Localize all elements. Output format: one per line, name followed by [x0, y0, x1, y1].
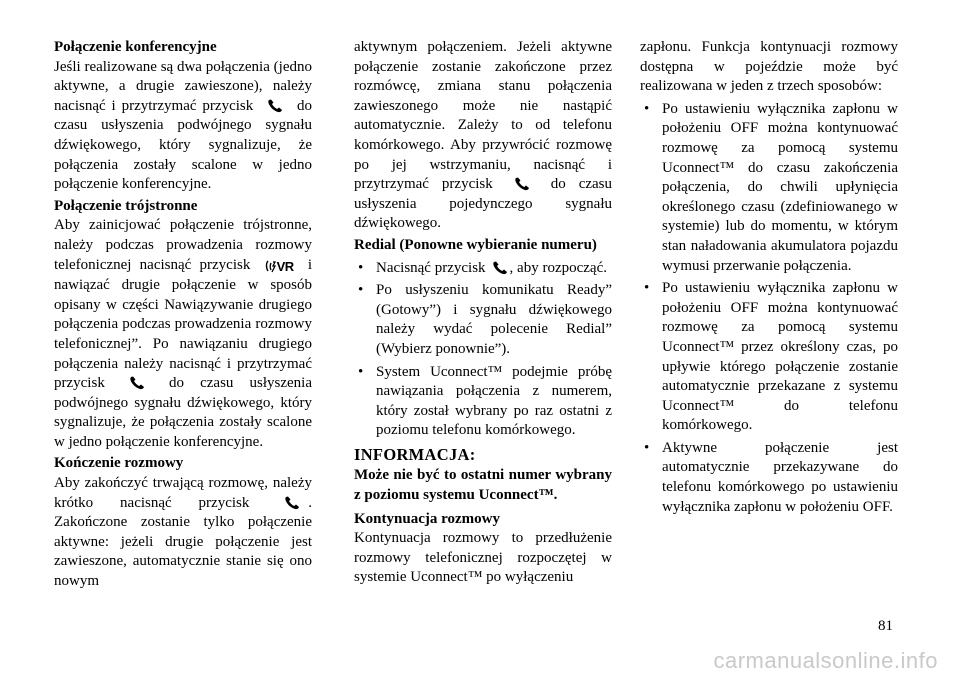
voice-recognition-label: VR	[276, 258, 294, 274]
heading-information: INFORMACJA:	[354, 444, 476, 464]
list-item: • Aktywne połączenie jest automatycznie przekazywane do telefonu komórkowego po ustawieniu wyłącznika zapłonu w położeniu OFF.	[640, 439, 898, 517]
list-item	[354, 259, 612, 279]
text-conference-b: do czasu usłyszenia podwójnego sygnału dźwiękowego, który sygnalizuje, że połączenia zostały scalone w jedno połączenie konferencyjne.	[54, 97, 313, 193]
heading-redial: Redial (Ponowne wybieranie numeru)	[354, 236, 597, 253]
text-continuation: Kontynuacja rozmowy to przedłużenie rozmowy telefonicznej rozpoczętej w systemie Uconnect™ po wyłączeniu	[354, 530, 612, 586]
section-call-continuation	[354, 510, 612, 588]
page-number: 81	[878, 618, 893, 634]
heading-ending-call: Kończenie rozmowy	[54, 455, 184, 472]
list-item: • System Uconnect™ podejmie próbę nawiązania połączenia z numerem, który został wybrany po raz ostatni z poziomu telefonu komórkowego.	[354, 363, 612, 441]
text-conference-a: Jeśli realizowane są dwa połączenia (jedno aktywne, a drugie zawieszone), należy nacisnąć i przytrzymać przycisk	[54, 58, 312, 114]
phone-handset-icon	[267, 99, 283, 113]
text-active-a: aktywnym połączeniem. Jeżeli aktywne połączenie zostanie zakończone przez rozmówcę, zmiana stanu połączenia zawieszonego może nie nastąpić automatycznie. Zależy to od telefonu komórkowego. Aby przywrócić rozmowę po jej wstrzymaniu, nacisnąć i przytrzymać przycisk	[354, 39, 612, 193]
text-active-b: do czasu usłyszenia pojedynczego sygnału dźwiękowego.	[354, 176, 613, 232]
text-ending-b: . Zakończone zostanie tylko połączenie aktywne: jeżeli drugie połączenie jest zawieszone, automatycznie stanie się ono nowym	[54, 494, 312, 590]
list-item: • Po ustawieniu wyłącznika zapłonu w położeniu OFF można kontynuować rozmowę za pomocą systemu Uconnect™ do czasu zakończenia połączenia, do chwili upłynięcia określonego czasu (zdefiniowanego w systemie) lub do momentu, w którym stan naładowania akumulatora pojazdu wymusi przerwanie połączenia.	[640, 100, 898, 276]
heading-conference-call: Połączenie konferencyjne	[54, 39, 217, 55]
watermark: carmanualsonline.info	[713, 648, 938, 673]
section-redial	[354, 236, 612, 256]
text-three-way-c: do czasu usłyszenia podwójnego sygnału dźwiękowego, który sygnalizuje, że połączenia zostały scalone w jedno połączenie konferencyjne.	[54, 375, 312, 450]
phone-handset-icon	[514, 177, 530, 191]
phone-handset-icon	[284, 496, 300, 510]
column-3	[640, 38, 898, 517]
paragraph-active-call	[354, 38, 612, 234]
continuation-list	[640, 100, 898, 517]
redial-list	[354, 259, 612, 441]
list-item: • Po ustawieniu wyłącznika zapłonu w położeniu OFF można kontynuować rozmowę za pomocą systemu Uconnect™ przez określony czas, po upływie którego połączenie zostanie automatycznie przekazane z systemu Uconnect™ do telefonu komórkowego.	[640, 279, 898, 436]
text-ending-a: Aby zakończyć trwającą rozmowę, należy krótko nacisnąć przycisk	[54, 475, 312, 511]
heading-call-continuation: Kontynuacja rozmowy	[354, 510, 500, 527]
information-text: Może nie być to ostatni numer wybrany z poziomu systemu Uconnect™.	[354, 467, 612, 504]
column-1	[54, 38, 312, 592]
column-2	[354, 38, 612, 588]
text-redial-1b: , aby rozpocząć.	[509, 259, 607, 276]
section-three-way-call	[54, 197, 312, 453]
paragraph-continuation-modes: zapłonu. Funkcja kontynuacji rozmowy dostępna w pojeździe może być realizowana w jeden z trzech sposobów:	[640, 39, 898, 95]
voice-recognition-icon	[265, 257, 294, 277]
section-conference-call	[54, 38, 312, 195]
text-three-way-a: Aby zainicjować połączenie trójstronne, należy podczas prowadzenia rozmowy telefonicznej nacisnąć przycisk	[54, 217, 312, 273]
phone-handset-icon	[492, 261, 508, 275]
text-redial-1a: Nacisnąć przycisk	[376, 259, 486, 276]
phone-handset-icon	[129, 376, 145, 390]
text-three-way-b: i nawiązać drugie połączenie w sposób opisany w części Nawiązywanie drugiego połączenia podczas prowadzenia rozmowy telefonicznej”. Po nawiązaniu drugiego połączenia należy nacisnąć i przytrzymać przycisk	[54, 256, 313, 392]
list-item: • Po usłyszeniu komunikatu Ready” (Gotowy”) i sygnału dźwiękowego należy wydać polecenie Redial” (Wybierz ponownie”).	[354, 281, 612, 359]
heading-three-way-call: Połączenie trójstronne	[54, 197, 198, 214]
section-ending-call	[54, 454, 312, 591]
